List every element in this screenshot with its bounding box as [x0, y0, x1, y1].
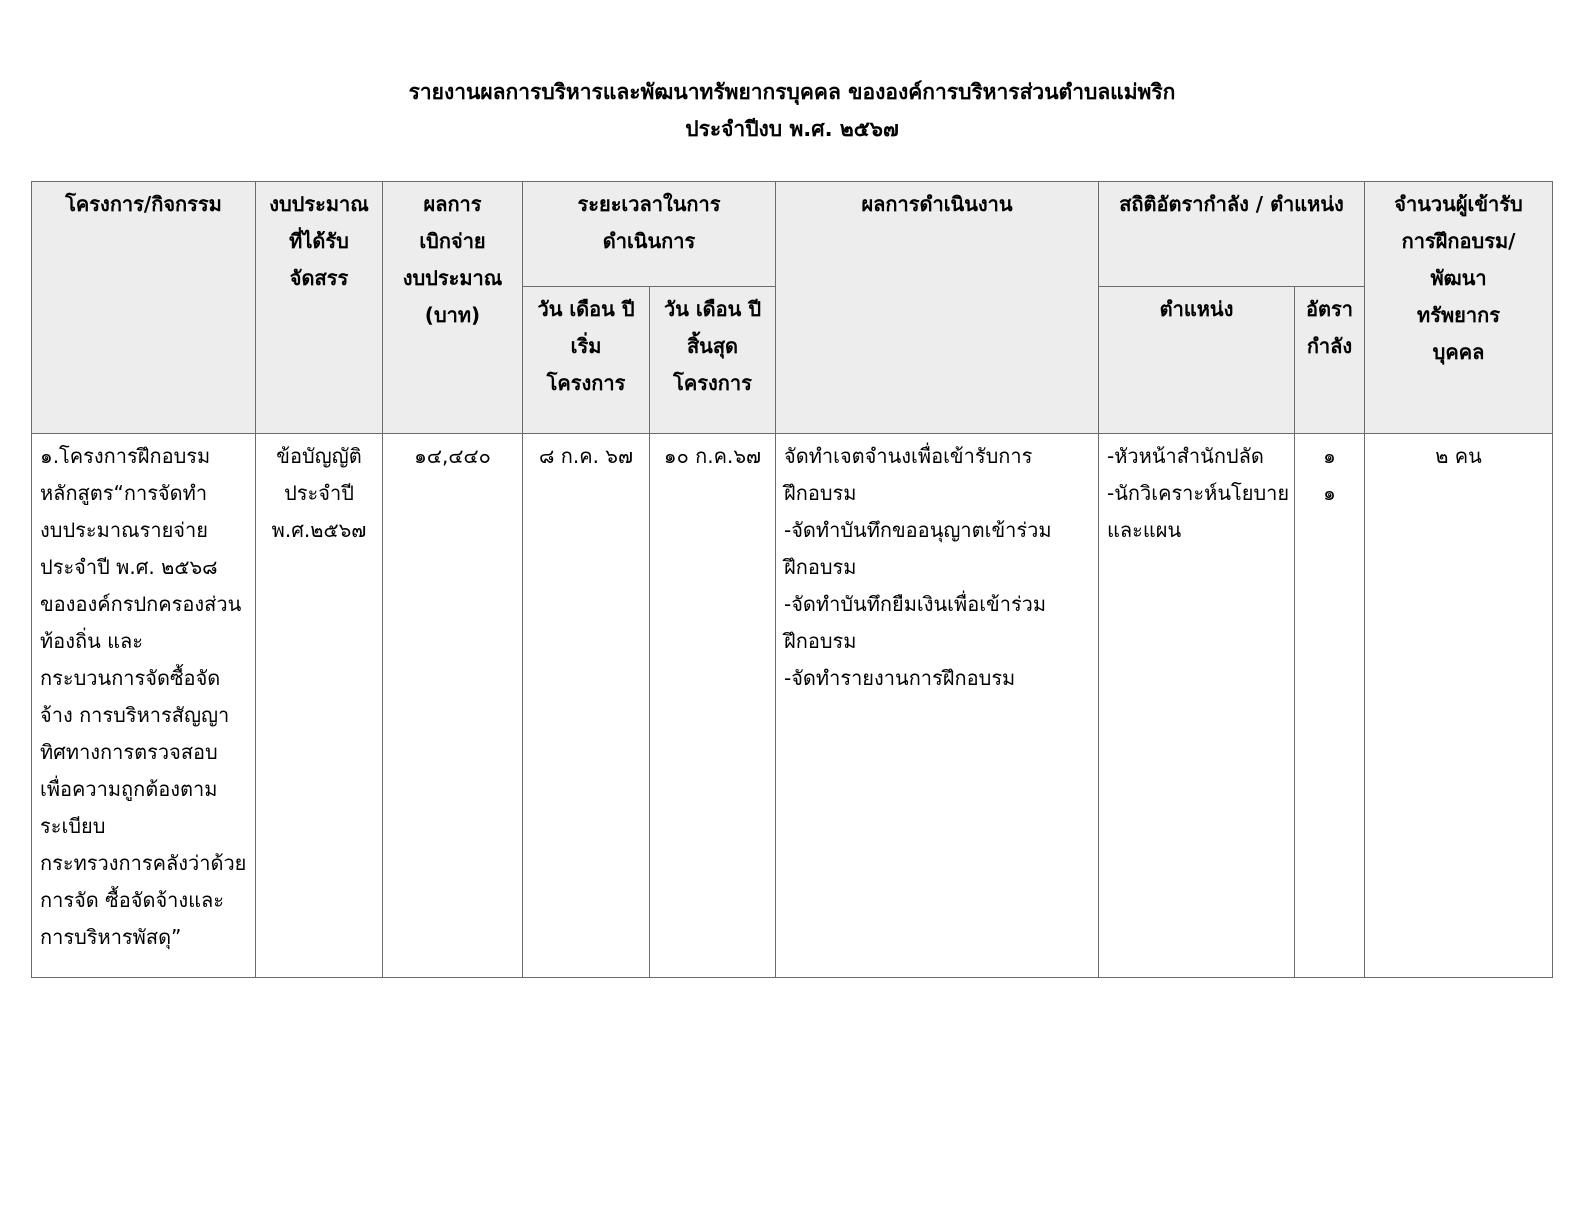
- table-row: [32, 434, 1553, 978]
- header-end-date: วัน เดือน ปี สิ้นสุด โครงการ: [650, 287, 776, 434]
- cell-participants: ๒ คน: [1365, 434, 1553, 978]
- cell-start-date: ๘ ก.ค. ๖๗: [523, 434, 650, 978]
- header-participants: จำนวนผู้เข้ารับ การฝึกอบรม/ พัฒนา ทรัพยากร บุคคล: [1365, 182, 1553, 434]
- header-rate: อัตรา กำลัง: [1295, 287, 1365, 434]
- cell-project: ๑.โครงการฝึกอบรม หลักสูตร“การจัดทำ งบประมาณรายจ่าย ประจำปี พ.ศ. ๒๕๖๘ ขององค์กรปกครองส่วน ท้องถิ่น และ กระบวนการจัดซื้อจัด จ้าง การบริหารสัญญา ทิศทางการตรวจสอบ เพื่อความถูกต้องตาม ระเบียบ กระทรวงการคลังว่าด้วย การจัด ซื้อจัดจ้างและ การบริหารพัสดุ”: [32, 434, 256, 978]
- report-title-line-2: ประจำปีงบ พ.ศ. ๒๕๖๗: [685, 117, 899, 141]
- cell-rates: ๑ ๑: [1295, 434, 1365, 978]
- cell-budget: ข้อบัญญัติ ประจำปี พ.ศ.๒๕๖๗: [256, 434, 383, 978]
- header-stats: สถิติอัตรากำลัง / ตำแหน่ง: [1099, 182, 1365, 287]
- header-spent: ผลการ เบิกจ่าย งบประมาณ (บาท): [383, 182, 523, 434]
- header-position: ตำแหน่ง: [1099, 287, 1295, 434]
- report-title: [0, 74, 1584, 148]
- cell-positions: -หัวหน้าสำนักปลัด -นักวิเคราะห์นโยบาย และแผน: [1099, 434, 1295, 978]
- cell-spent: ๑๔,๔๔๐: [383, 434, 523, 978]
- header-start-date: วัน เดือน ปี เริ่ม โครงการ: [523, 287, 650, 434]
- cell-results: จัดทำเจตจำนงเพื่อเข้ารับการ ฝึกอบรม -จัดทำบันทึกขออนุญาตเข้าร่วม ฝึกอบรม -จัดทำบันทึกยืมเงินเพื่อเข้าร่วม ฝึกอบรม -จัดทำรายงานการฝึกอบรม: [776, 434, 1099, 978]
- header-period: ระยะเวลาในการ ดำเนินการ: [523, 182, 776, 287]
- report-table: [31, 181, 1553, 978]
- header-budget: งบประมาณ ที่ได้รับ จัดสรร: [256, 182, 383, 434]
- header-results: ผลการดำเนินงาน: [776, 182, 1099, 434]
- cell-end-date: ๑๐ ก.ค.๖๗: [650, 434, 776, 978]
- header-project: โครงการ/กิจกรรม: [32, 182, 256, 434]
- report-title-line-1: รายงานผลการบริหารและพัฒนาทรัพยากรบุคคล ขององค์การบริหารส่วนตำบลแม่พริก: [408, 80, 1176, 104]
